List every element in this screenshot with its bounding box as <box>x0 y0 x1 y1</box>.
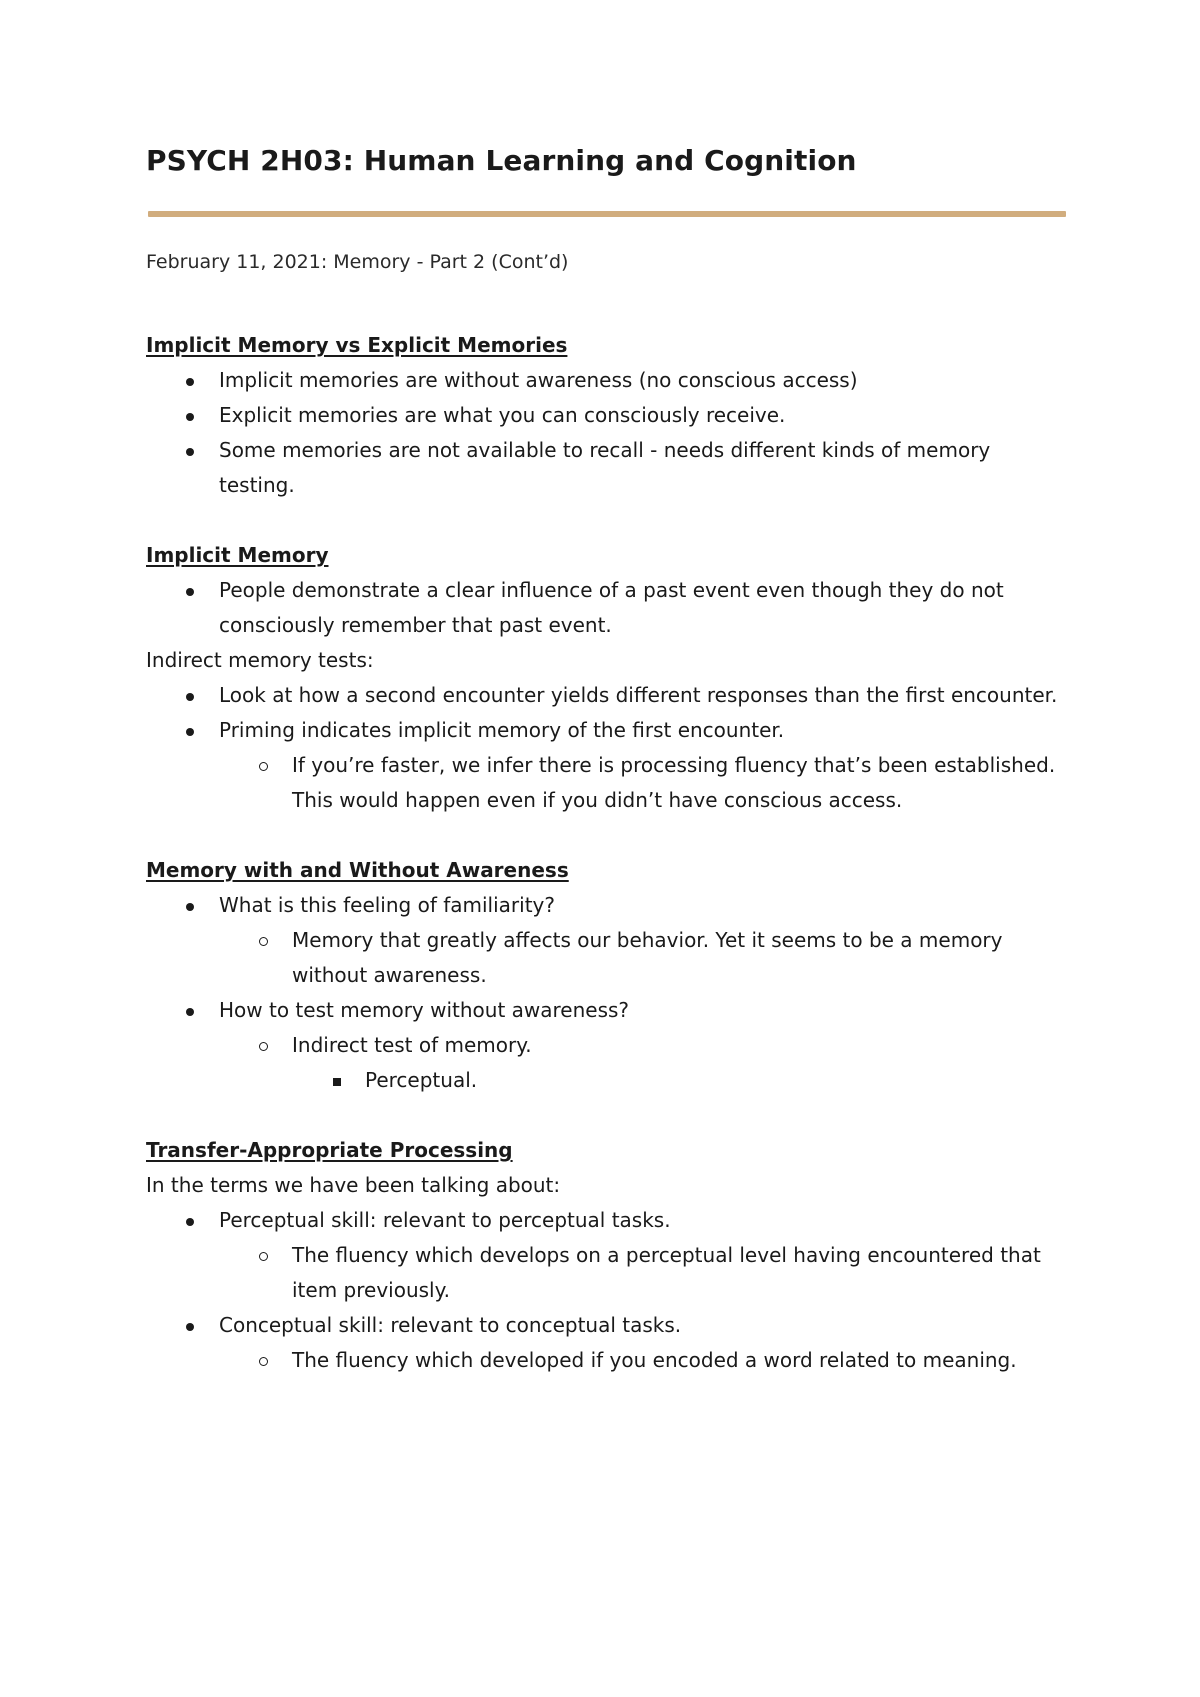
notes-body <box>146 328 1066 1413</box>
section-heading: Implicit Memory vs Explicit Memories <box>146 333 568 357</box>
list-item <box>146 1238 1066 1308</box>
section-transfer-appropriate <box>146 1133 1066 1378</box>
section-heading: Memory with and Without Awareness <box>146 858 569 882</box>
subheading: Indirect memory tests: <box>146 648 374 672</box>
section-heading: Implicit Memory <box>146 543 329 567</box>
list-item-text: If you’re faster, we infer there is processing fluency that’s been established. This would happen even if you didn’t have conscious access. <box>292 753 1056 812</box>
list-item <box>146 573 1066 643</box>
list-item-text: The fluency which develops on a perceptual level having encountered that item previously. <box>292 1243 1041 1302</box>
list-item-text: What is this feeling of familiarity? <box>219 893 555 917</box>
subheading: In the terms we have been talking about: <box>146 1173 561 1197</box>
bullet-disc-icon <box>186 588 194 596</box>
section-heading: Transfer-Appropriate Processing <box>146 1138 513 1162</box>
list-item <box>146 1343 1066 1378</box>
bullet-disc-icon <box>186 1008 194 1016</box>
list-item-text: Indirect test of memory. <box>292 1033 532 1057</box>
list-item-text: Look at how a second encounter yields different responses than the first encounter. <box>219 683 1058 707</box>
bullet-circle-icon <box>259 762 268 771</box>
list-item <box>146 993 1066 1028</box>
bullet-disc-icon <box>186 1218 194 1226</box>
list-item-text: How to test memory without awareness? <box>219 998 630 1022</box>
list-item-text: Conceptual skill: relevant to conceptual tasks. <box>219 1313 682 1337</box>
bullet-list <box>146 888 1066 1098</box>
bullet-disc-icon <box>186 378 194 386</box>
list-item-text: The fluency which developed if you encoded a word related to meaning. <box>292 1348 1017 1372</box>
bullet-disc-icon <box>186 903 194 911</box>
list-item-text: Some memories are not available to recall - needs different kinds of memory testing. <box>219 438 991 497</box>
bullet-disc-icon <box>186 693 194 701</box>
list-item <box>146 713 1066 748</box>
list-item-text: People demonstrate a clear influence of a past event even though they do not consciously remember that past event. <box>219 578 1004 637</box>
bullet-circle-icon <box>259 937 268 946</box>
bullet-circle-icon <box>259 1252 268 1261</box>
list-item <box>146 1203 1066 1238</box>
bullet-square-icon <box>333 1078 341 1086</box>
list-item <box>146 398 1066 433</box>
list-item-text: Perceptual. <box>365 1068 478 1092</box>
list-item <box>146 923 1066 993</box>
title-divider <box>148 211 1066 217</box>
list-item <box>146 888 1066 923</box>
bullet-circle-icon <box>259 1357 268 1366</box>
bullet-list <box>146 573 1066 643</box>
list-item <box>146 748 1066 818</box>
list-item-text: Perceptual skill: relevant to perceptual tasks. <box>219 1208 671 1232</box>
page-title: PSYCH 2H03: Human Learning and Cognition <box>146 144 857 177</box>
list-item <box>146 1028 1066 1063</box>
bullet-disc-icon <box>186 728 194 736</box>
bullet-list <box>146 363 1066 503</box>
list-item <box>146 433 1066 503</box>
list-item <box>146 1063 1066 1098</box>
list-item <box>146 1308 1066 1343</box>
bullet-disc-icon <box>186 413 194 421</box>
list-item-text: Implicit memories are without awareness (no conscious access) <box>219 368 858 392</box>
bullet-list <box>146 678 1066 818</box>
section-implicit-vs-explicit <box>146 328 1066 503</box>
list-item-text: Priming indicates implicit memory of the first encounter. <box>219 718 785 742</box>
list-item <box>146 363 1066 398</box>
list-item-text: Memory that greatly affects our behavior. Yet it seems to be a memory without awareness. <box>292 928 1003 987</box>
bullet-list <box>146 1203 1066 1378</box>
date-line: February 11, 2021: Memory - Part 2 (Cont’d) <box>146 251 569 273</box>
bullet-disc-icon <box>186 448 194 456</box>
list-item-text: Explicit memories are what you can consciously receive. <box>219 403 786 427</box>
list-item <box>146 678 1066 713</box>
section-implicit-memory <box>146 538 1066 818</box>
section-memory-awareness <box>146 853 1066 1098</box>
bullet-circle-icon <box>259 1042 268 1051</box>
bullet-disc-icon <box>186 1323 194 1331</box>
